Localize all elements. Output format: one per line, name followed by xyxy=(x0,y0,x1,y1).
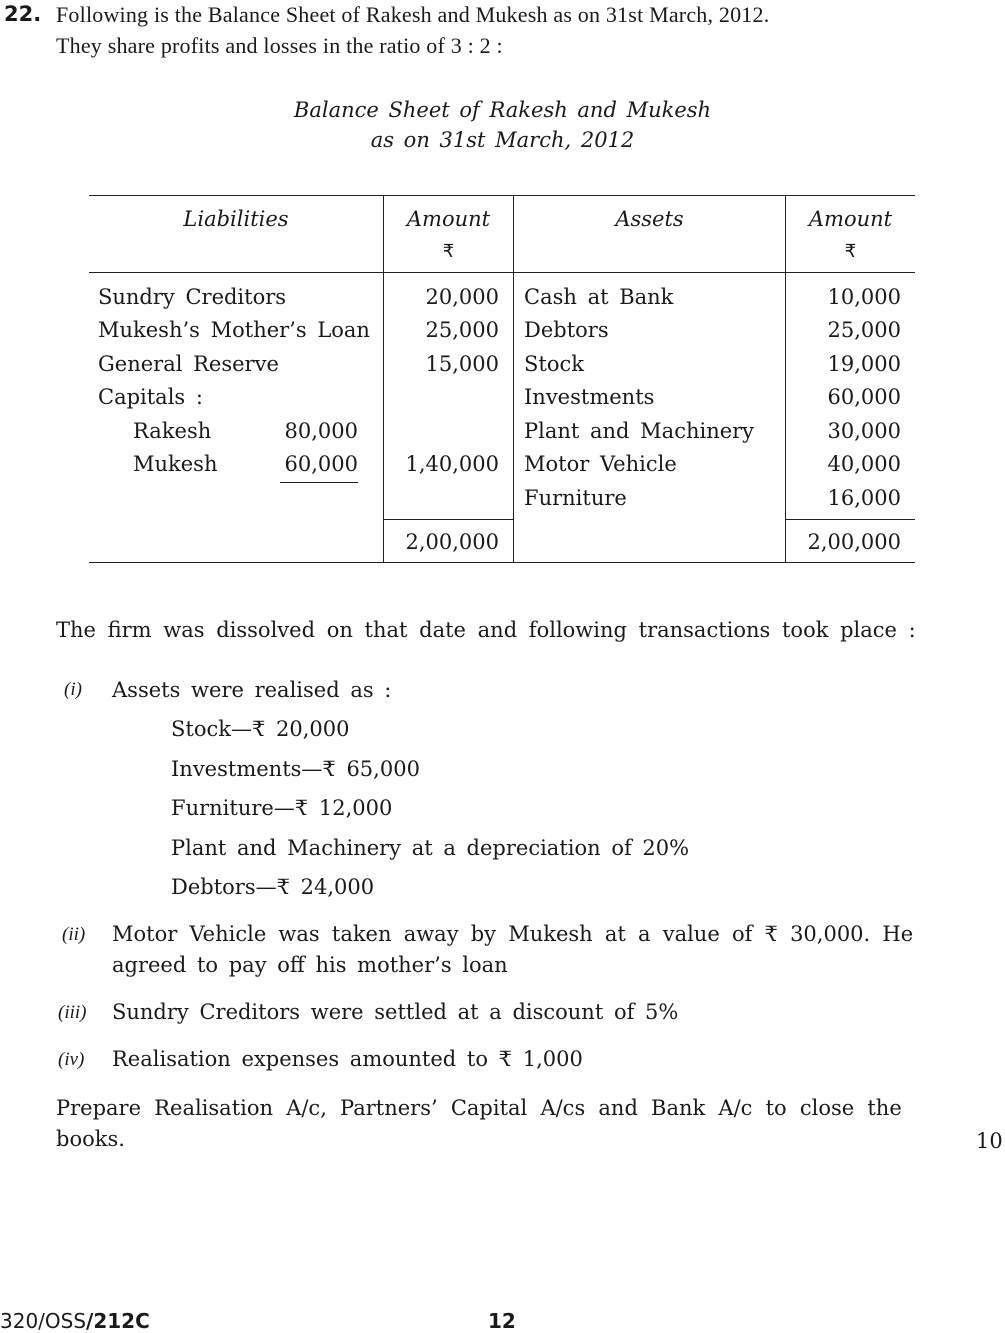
capital-subtotal-underline xyxy=(280,482,358,483)
header-liabilities-rupee: ₹ xyxy=(442,241,455,262)
partner-name: Rakesh xyxy=(133,419,212,443)
balance-sheet-date: as on 31st March, 2012 xyxy=(370,128,635,152)
partner-capital: 80,000 xyxy=(284,419,358,443)
assets-grand-total: 2,00,000 xyxy=(807,530,901,554)
asset-amount: 30,000 xyxy=(827,419,901,443)
item-numeral: (iv) xyxy=(58,1049,85,1070)
liability-amount: 15,000 xyxy=(425,352,499,376)
header-assets-rupee: ₹ xyxy=(844,241,857,262)
partner-name: Mukesh xyxy=(133,452,218,476)
capitals-label: Capitals : xyxy=(98,385,203,409)
question-line-2: They share profits and losses in the ratio of 3 : 2 : xyxy=(56,33,503,58)
asset-label: Debtors xyxy=(524,318,609,342)
question-line-1: Following is the Balance Sheet of Rakesh and Mukesh as on 31st March, 2012. xyxy=(56,2,770,27)
realised-asset: Investments—₹ 65,000 xyxy=(171,757,420,781)
asset-label: Cash at Bank xyxy=(524,285,674,309)
item-text: Realisation expenses amounted to ₹ 1,000 xyxy=(112,1047,583,1071)
marks: 10 xyxy=(976,1129,1003,1153)
capitals-total: 1,40,000 xyxy=(405,452,499,476)
instruction-line-2: books. xyxy=(56,1127,125,1151)
asset-amount: 25,000 xyxy=(827,318,901,342)
liabilities-grand-total: 2,00,000 xyxy=(405,530,499,554)
paper-code-suffix: /212C xyxy=(86,1309,150,1333)
header-liabilities: Liabilities xyxy=(183,207,289,231)
item-numeral: (ii) xyxy=(62,924,86,945)
asset-label: Plant and Machinery xyxy=(524,419,755,443)
liability-label: General Reserve xyxy=(98,352,279,376)
dissolution-intro: The firm was dissolved on that date and following transactions took place : xyxy=(56,618,916,642)
column-divider-2 xyxy=(513,195,514,563)
partner-capital: 60,000 xyxy=(284,452,358,476)
page-number: 12 xyxy=(488,1309,516,1333)
asset-label: Investments xyxy=(524,385,655,409)
asset-amount: 10,000 xyxy=(827,285,901,309)
asset-amount: 19,000 xyxy=(827,352,901,376)
asset-label: Stock xyxy=(524,352,584,376)
asset-label: Furniture xyxy=(524,486,627,510)
asset-label: Motor Vehicle xyxy=(524,452,677,476)
instruction-line-1: Prepare Realisation A/c, Partners’ Capital A/cs and Bank A/c to close the xyxy=(56,1096,902,1120)
asset-amount: 40,000 xyxy=(827,452,901,476)
liabilities-total-rule xyxy=(384,519,513,520)
realised-asset: Debtors—₹ 24,000 xyxy=(171,875,375,899)
header-assets: Assets xyxy=(615,207,684,231)
item-text: Assets were realised as : xyxy=(112,678,392,702)
liability-amount: 20,000 xyxy=(425,285,499,309)
paper-code-prefix: 320/OSS xyxy=(0,1309,87,1333)
table-top-rule xyxy=(89,195,915,196)
table-header-rule xyxy=(89,272,915,273)
item-numeral: (i) xyxy=(64,679,82,700)
item-text: Motor Vehicle was taken away by Mukesh at a value of ₹ 30,000. He xyxy=(112,922,914,946)
question-number: 22. xyxy=(4,2,42,26)
assets-total-rule xyxy=(786,519,915,520)
liability-amount: 25,000 xyxy=(425,318,499,342)
asset-amount: 16,000 xyxy=(827,486,901,510)
paper-code xyxy=(0,1309,150,1333)
realised-asset: Stock—₹ 20,000 xyxy=(171,717,350,741)
realised-asset: Furniture—₹ 12,000 xyxy=(171,796,393,820)
balance-sheet-title: Balance Sheet of Rakesh and Mukesh xyxy=(293,98,712,122)
item-numeral: (iii) xyxy=(58,1002,87,1023)
item-text: Sundry Creditors were settled at a discount of 5% xyxy=(112,1000,679,1024)
header-assets-amount: Amount xyxy=(808,207,893,231)
realised-asset: Plant and Machinery at a depreciation of 20% xyxy=(171,836,690,860)
asset-amount: 60,000 xyxy=(827,385,901,409)
item-text: agreed to pay off his mother’s loan xyxy=(112,953,508,977)
liability-label: Sundry Creditors xyxy=(98,285,287,309)
liability-label: Mukesh’s Mother’s Loan xyxy=(98,318,370,342)
header-liabilities-amount: Amount xyxy=(406,207,491,231)
table-bottom-rule xyxy=(89,562,915,563)
